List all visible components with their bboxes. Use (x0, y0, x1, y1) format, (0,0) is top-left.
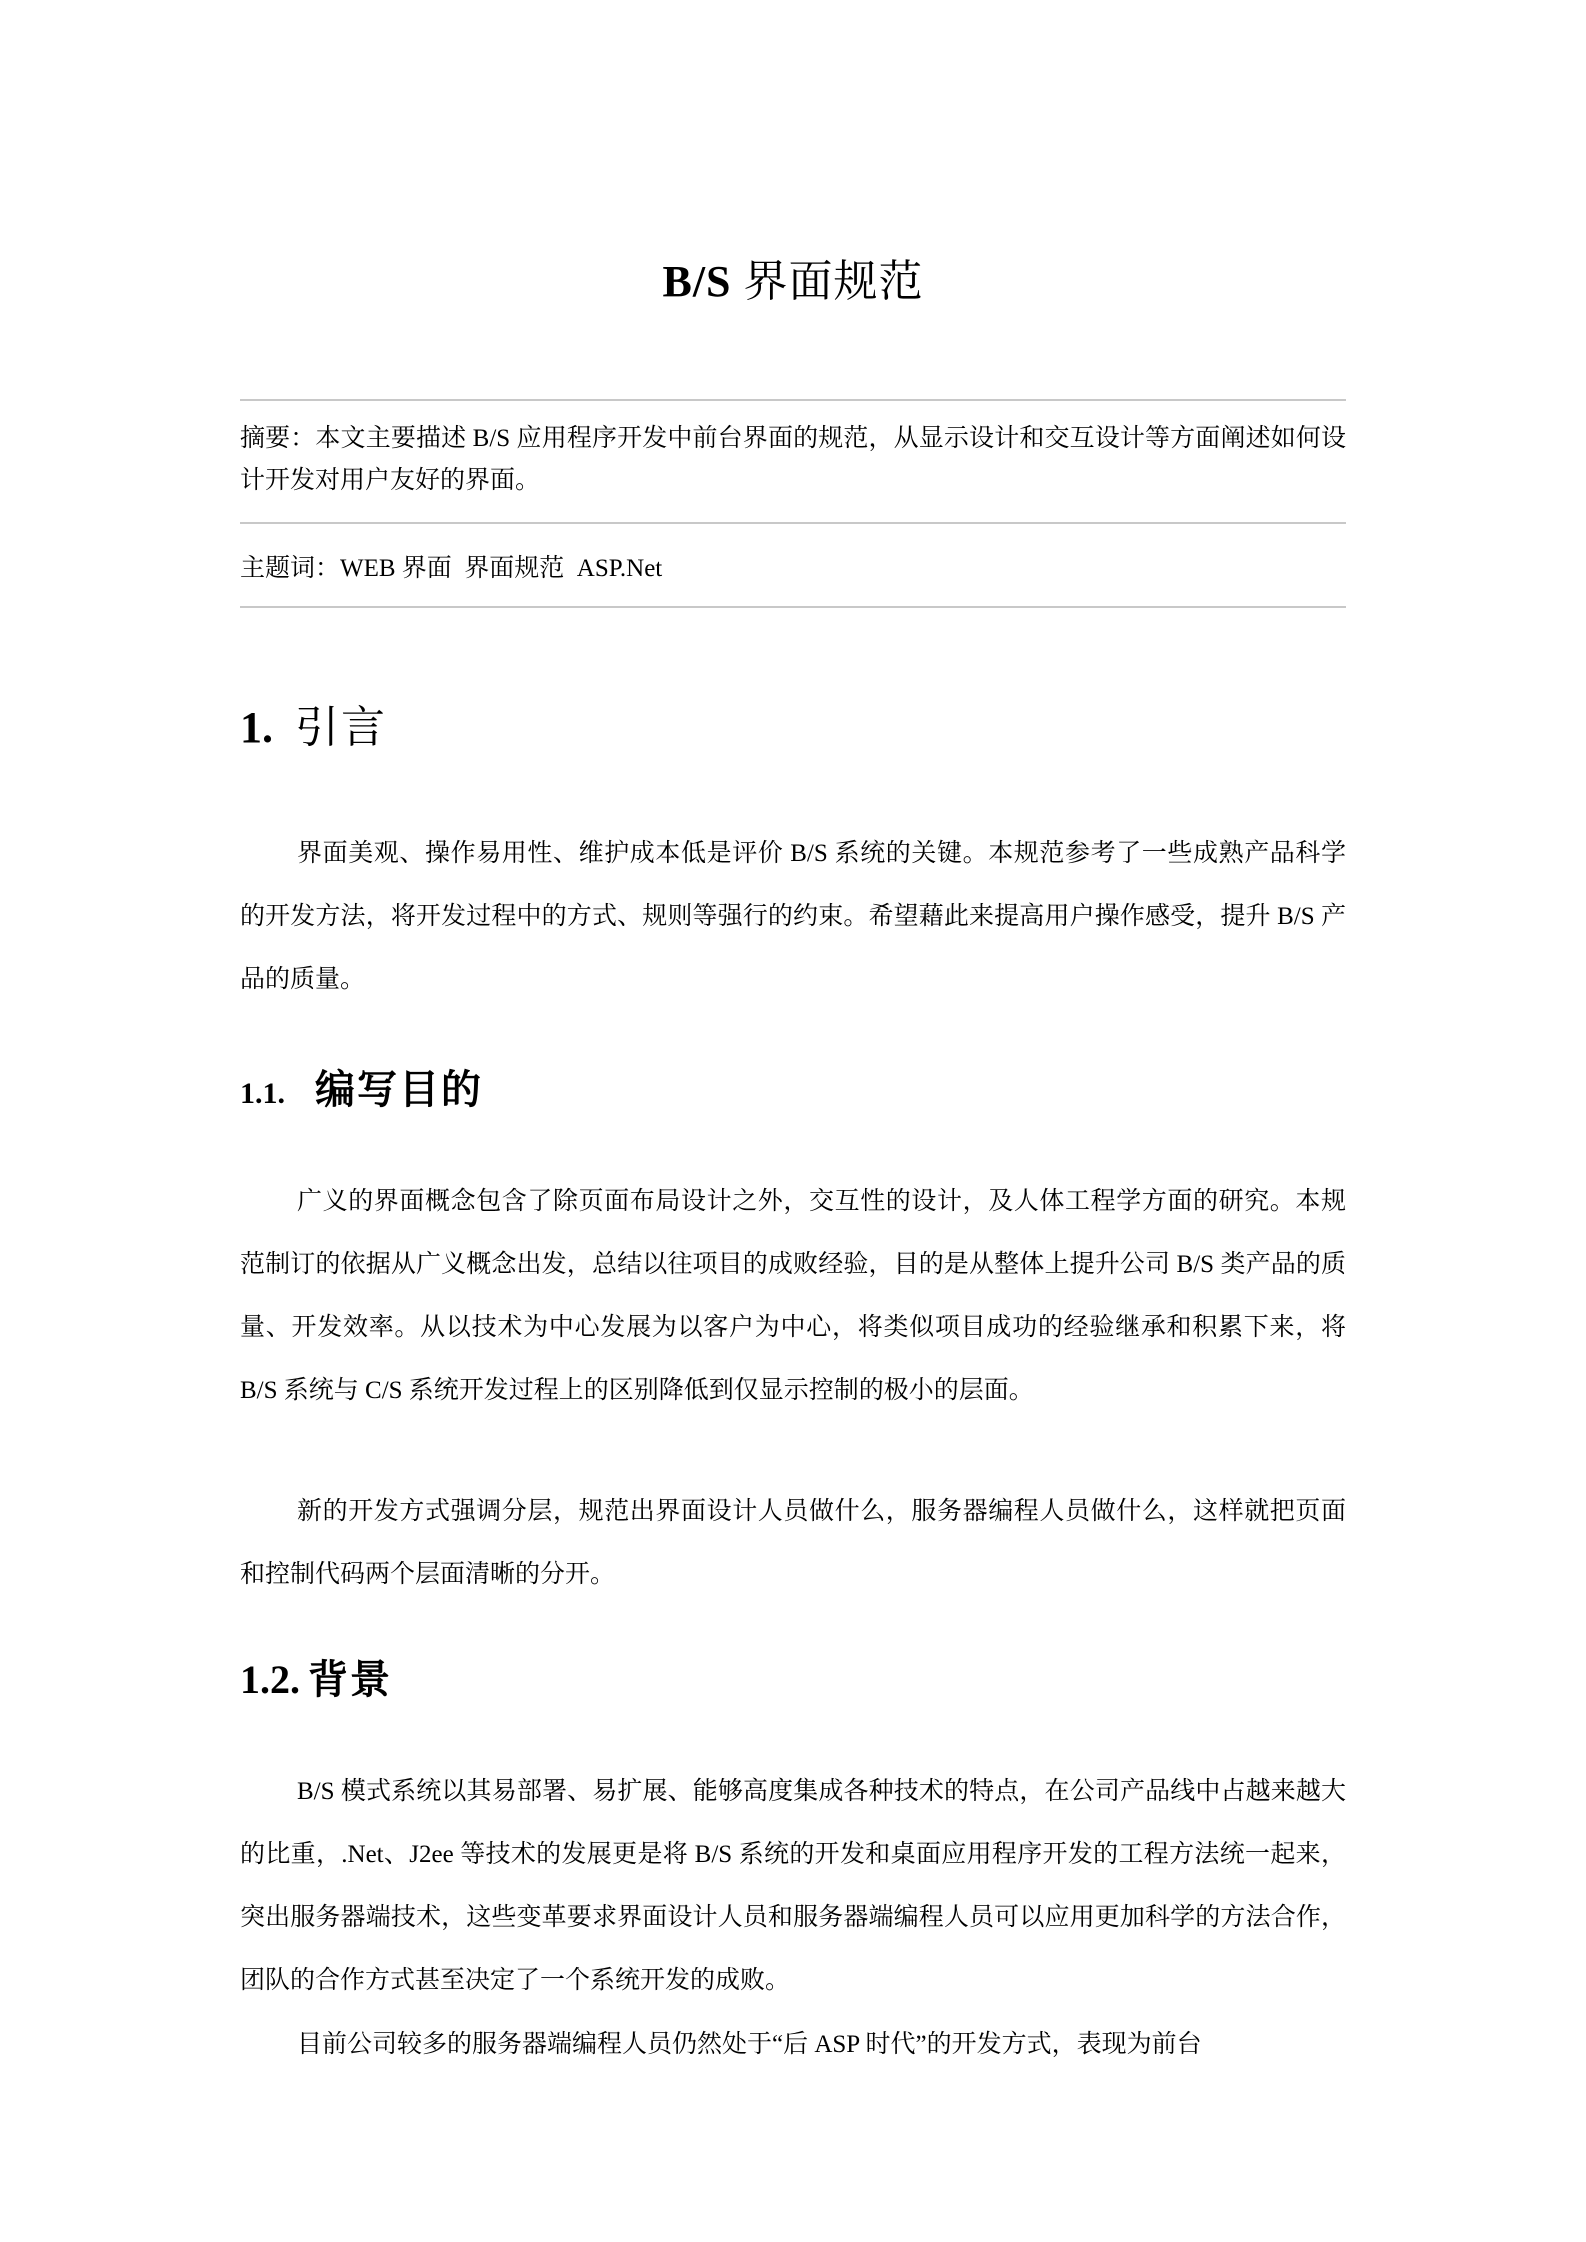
paragraph-background-1: B/S 模式系统以其易部署、易扩展、能够高度集成各种技术的特点，在公司产品线中占越来越大的比重，.Net、J2ee 等技术的发展更是将 B/S 系统的开发和桌面应用程序开发的工程方法统一起来，突出服务器端技术，这些变革要求界面设计人员和服务器端编程人员可以应用更加科学的方法合作，团队的合作方式甚至决定了一个系统开发的成败。 (240, 1778, 1346, 1994)
title-cjk: 界面规范 (743, 257, 924, 306)
section-title: 引言 (295, 703, 387, 752)
section-heading-1-2 (240, 1652, 392, 1708)
paragraph-background-2: 目前公司较多的服务器端编程人员仍然处于“后 ASP 时代”的开发方式，表现为前台 (297, 2031, 1202, 2058)
section-heading-1 (240, 698, 387, 758)
section-number: 1.1. (240, 1077, 285, 1110)
keywords: 主题词：WEB 界面 界面规范 ASP.Net (240, 555, 663, 582)
title-latin: B/S (662, 257, 744, 306)
paragraph-purpose-2: 新的开发方式强调分层，规范出界面设计人员做什么，服务器编程人员做什么，这样就把页面和控制代码两个层面清晰的分开。 (240, 1498, 1346, 1588)
paragraph-intro: 界面美观、操作易用性、维护成本低是评价 B/S 系统的关键。本规范参考了一些成熟产品科学的开发方法，将开发过程中的方式、规则等强行的约束。希望藉此来提高用户操作感受，提升 B/S 产品的质量。 (240, 840, 1346, 993)
section-title: 背景 (308, 1657, 392, 1703)
divider-bottom (240, 606, 1346, 608)
divider-middle (240, 522, 1346, 524)
section-number: 1. (240, 703, 273, 752)
section-number: 1.2. (240, 1657, 300, 1702)
section-title: 编写目的 (315, 1067, 483, 1113)
abstract: 摘要：本文主要描述 B/S 应用程序开发中前台界面的规范，从显示设计和交互设计等方面阐述如何设计开发对用户友好的界面。 (240, 425, 1346, 494)
paragraph-purpose-1: 广义的界面概念包含了除页面布局设计之外，交互性的设计，及人体工程学方面的研究。本规范制订的依据从广义概念出发，总结以往项目的成败经验，目的是从整体上提升公司 B/S 类产品的质量、开发效率。从以技术为中心发展为以客户为中心，将类似项目成功的经验继承和积累下来，将 B/S 系统与 C/S 系统开发过程上的区别降低到仅显示控制的极小的层面。 (240, 1188, 1346, 1404)
document-title (0, 252, 1586, 312)
section-heading-1-1 (240, 1062, 483, 1122)
divider-top (240, 399, 1346, 401)
